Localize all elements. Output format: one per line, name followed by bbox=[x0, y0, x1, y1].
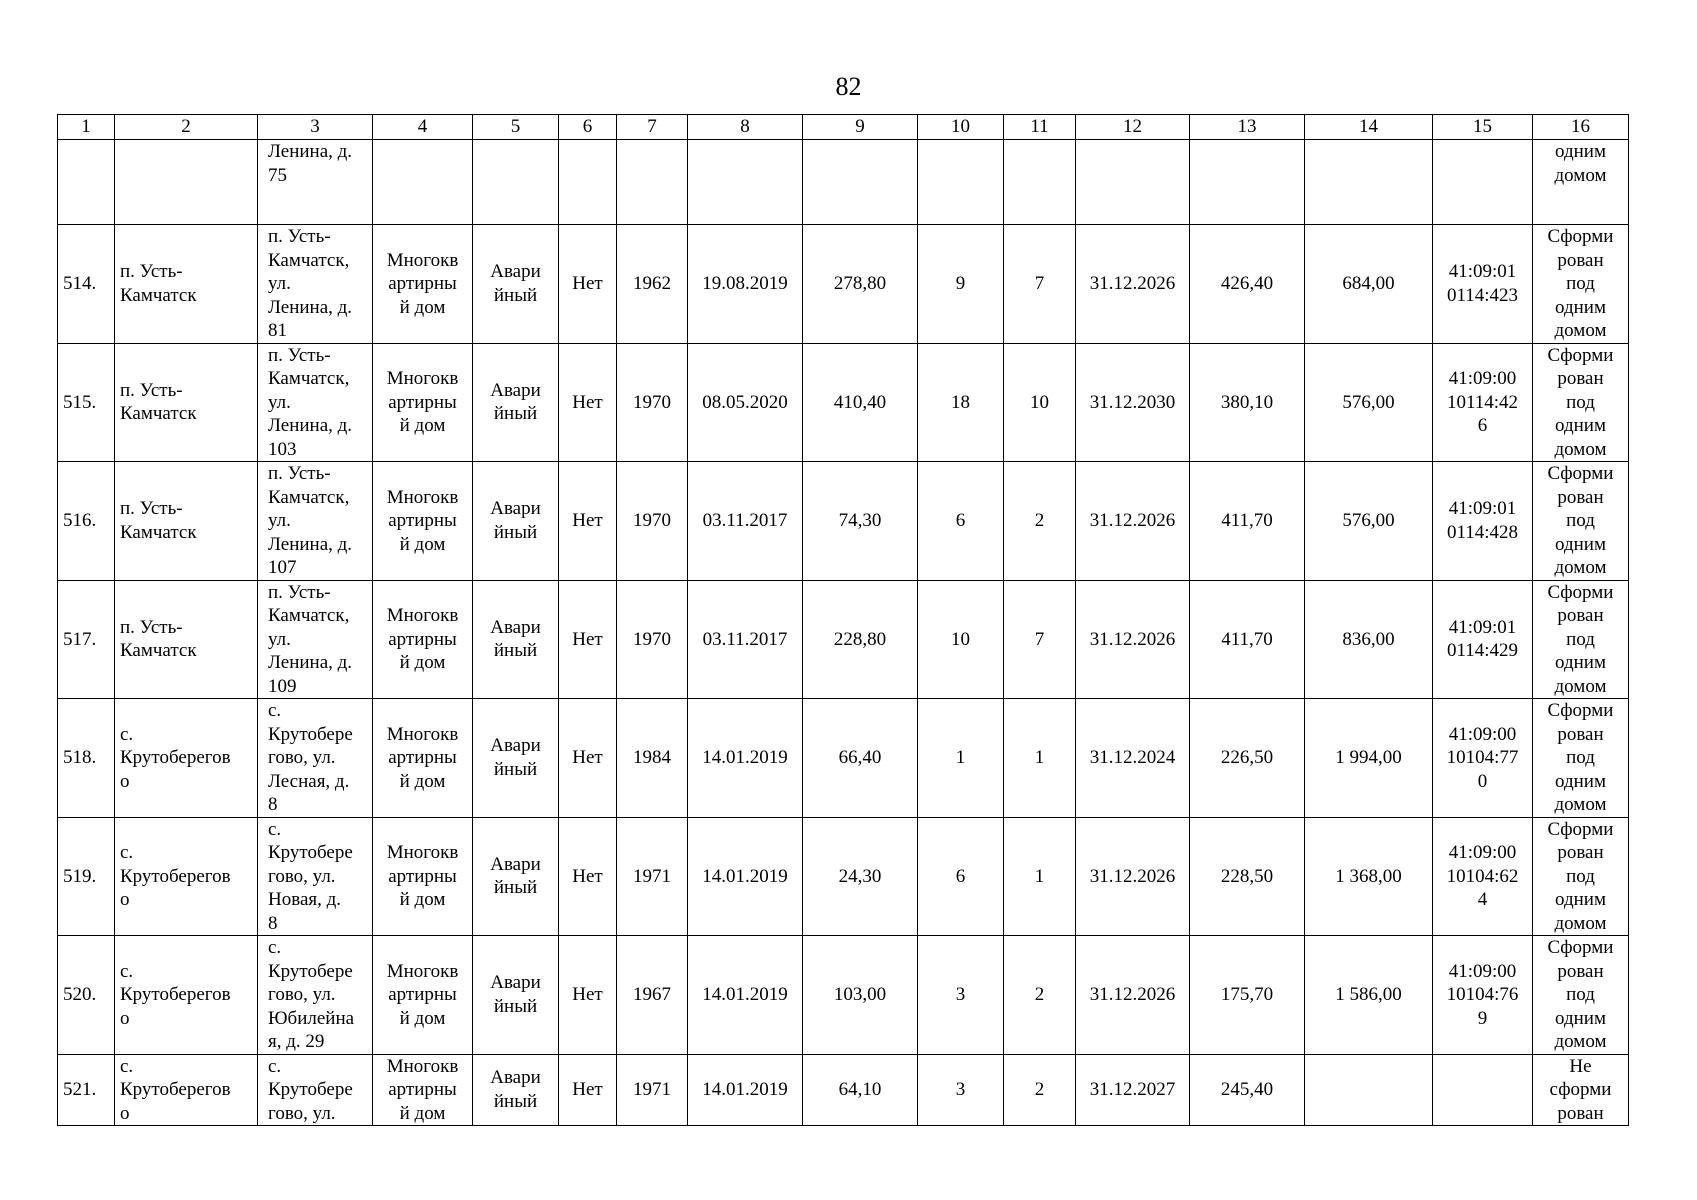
cell-condition: Авари йный bbox=[473, 580, 559, 699]
cell-apartments bbox=[1004, 140, 1076, 225]
column-number-cell: 13 bbox=[1190, 115, 1305, 140]
cell-year-built: 1970 bbox=[617, 462, 688, 581]
cell-row-number: 517. bbox=[58, 580, 115, 699]
column-number-cell: 12 bbox=[1076, 115, 1190, 140]
cell-condition: Авари йный bbox=[473, 462, 559, 581]
cell-apartments: 2 bbox=[1004, 462, 1076, 581]
cell-building-type bbox=[373, 140, 473, 225]
cell-settlement: п. Усть- Камчатск bbox=[115, 225, 258, 344]
column-number-cell: 1 bbox=[58, 115, 115, 140]
cell-year-built: 1971 bbox=[617, 817, 688, 936]
cell-land-status: Сформи рован под одним домом bbox=[1533, 462, 1629, 581]
cell-value-b: 576,00 bbox=[1305, 343, 1433, 462]
cell-resettlement-date bbox=[1076, 140, 1190, 225]
cell-value-b: 1 994,00 bbox=[1305, 699, 1433, 818]
cell-address: п. Усть- Камчатск, ул. Ленина, д. 81 bbox=[258, 225, 373, 344]
cell-recognition-date: 14.01.2019 bbox=[688, 1054, 803, 1126]
cell-residents: 18 bbox=[918, 343, 1004, 462]
cell-land-status: Сформи рован под одним домом bbox=[1533, 343, 1629, 462]
cell-residents: 6 bbox=[918, 462, 1004, 581]
cell-recognition-date: 08.05.2020 bbox=[688, 343, 803, 462]
cell-included: Нет bbox=[559, 225, 617, 344]
cell-area: 103,00 bbox=[803, 936, 918, 1055]
cell-residents: 3 bbox=[918, 1054, 1004, 1126]
cell-value-b bbox=[1305, 1054, 1433, 1126]
column-number-cell: 16 bbox=[1533, 115, 1629, 140]
cell-building-type: Многокв артирны й дом bbox=[373, 699, 473, 818]
cell-address: Ленина, д. 75 bbox=[258, 140, 373, 225]
cell-settlement: с. Крутоберегов о bbox=[115, 1054, 258, 1126]
column-number-cell: 15 bbox=[1433, 115, 1533, 140]
cell-apartments: 1 bbox=[1004, 699, 1076, 818]
cell-residents: 3 bbox=[918, 936, 1004, 1055]
cell-value-b: 1 586,00 bbox=[1305, 936, 1433, 1055]
cell-building-type: Многокв артирны й дом bbox=[373, 462, 473, 581]
cell-apartments: 7 bbox=[1004, 580, 1076, 699]
cell-condition bbox=[473, 140, 559, 225]
cell-resettlement-date: 31.12.2026 bbox=[1076, 580, 1190, 699]
cell-resettlement-date: 31.12.2026 bbox=[1076, 936, 1190, 1055]
cell-land-status: Не сформи рован bbox=[1533, 1054, 1629, 1126]
cell-condition: Авари йный bbox=[473, 936, 559, 1055]
cell-address: с. Крутобере гово, ул. Лесная, д. 8 bbox=[258, 699, 373, 818]
cell-land-status: Сформи рован под одним домом bbox=[1533, 817, 1629, 936]
cell-value-a: 411,70 bbox=[1190, 580, 1305, 699]
cell-row-number: 515. bbox=[58, 343, 115, 462]
cell-year-built: 1984 bbox=[617, 699, 688, 818]
table-row bbox=[58, 462, 1629, 581]
cell-resettlement-date: 31.12.2026 bbox=[1076, 817, 1190, 936]
cell-year-built: 1962 bbox=[617, 225, 688, 344]
cell-cadastral-number bbox=[1433, 140, 1533, 225]
cell-building-type: Многокв артирны й дом bbox=[373, 936, 473, 1055]
cell-cadastral-number: 41:09:00 10104:77 0 bbox=[1433, 699, 1533, 818]
cell-settlement: п. Усть- Камчатск bbox=[115, 462, 258, 581]
cell-value-a bbox=[1190, 140, 1305, 225]
table-row bbox=[58, 1054, 1629, 1126]
cell-cadastral-number bbox=[1433, 1054, 1533, 1126]
cell-settlement: с. Крутоберегов о bbox=[115, 817, 258, 936]
cell-address: п. Усть- Камчатск, ул. Ленина, д. 103 bbox=[258, 343, 373, 462]
cell-recognition-date: 19.08.2019 bbox=[688, 225, 803, 344]
cell-settlement: с. Крутоберегов о bbox=[115, 936, 258, 1055]
cell-land-status: Сформи рован под одним домом bbox=[1533, 580, 1629, 699]
cell-value-b bbox=[1305, 140, 1433, 225]
cell-value-b: 836,00 bbox=[1305, 580, 1433, 699]
cell-row-number: 514. bbox=[58, 225, 115, 344]
cell-recognition-date bbox=[688, 140, 803, 225]
cell-land-status: одним домом bbox=[1533, 140, 1629, 225]
cell-resettlement-date: 31.12.2026 bbox=[1076, 225, 1190, 344]
cell-area: 278,80 bbox=[803, 225, 918, 344]
cell-residents: 10 bbox=[918, 580, 1004, 699]
table-row bbox=[58, 140, 1629, 225]
cell-resettlement-date: 31.12.2027 bbox=[1076, 1054, 1190, 1126]
cell-area: 24,30 bbox=[803, 817, 918, 936]
cell-building-type: Многокв артирны й дом bbox=[373, 343, 473, 462]
cell-cadastral-number: 41:09:01 0114:423 bbox=[1433, 225, 1533, 344]
cell-area: 410,40 bbox=[803, 343, 918, 462]
cell-address: с. Крутобере гово, ул. Новая, д. 8 bbox=[258, 817, 373, 936]
cell-row-number: 521. bbox=[58, 1054, 115, 1126]
cell-settlement: с. Крутоберегов о bbox=[115, 699, 258, 818]
cell-cadastral-number: 41:09:00 10114:42 6 bbox=[1433, 343, 1533, 462]
cell-condition: Авари йный bbox=[473, 817, 559, 936]
cell-area: 64,10 bbox=[803, 1054, 918, 1126]
cell-recognition-date: 03.11.2017 bbox=[688, 580, 803, 699]
cell-condition: Авари йный bbox=[473, 699, 559, 818]
cell-included: Нет bbox=[559, 343, 617, 462]
column-number-cell: 3 bbox=[258, 115, 373, 140]
cell-building-type: Многокв артирны й дом bbox=[373, 817, 473, 936]
cell-residents: 9 bbox=[918, 225, 1004, 344]
cell-year-built: 1970 bbox=[617, 580, 688, 699]
cell-row-number bbox=[58, 140, 115, 225]
cell-included: Нет bbox=[559, 817, 617, 936]
cell-value-b: 1 368,00 bbox=[1305, 817, 1433, 936]
cell-area: 74,30 bbox=[803, 462, 918, 581]
cell-address: с. Крутобере гово, ул. Юбилейна я, д. 29 bbox=[258, 936, 373, 1055]
cell-condition: Авари йный bbox=[473, 343, 559, 462]
cell-resettlement-date: 31.12.2026 bbox=[1076, 462, 1190, 581]
column-number-cell: 10 bbox=[918, 115, 1004, 140]
cell-building-type: Многокв артирны й дом bbox=[373, 1054, 473, 1126]
cell-value-b: 576,00 bbox=[1305, 462, 1433, 581]
cell-building-type: Многокв артирны й дом bbox=[373, 225, 473, 344]
cell-apartments: 2 bbox=[1004, 1054, 1076, 1126]
cell-land-status: Сформи рован под одним домом bbox=[1533, 936, 1629, 1055]
cell-included: Нет bbox=[559, 699, 617, 818]
cell-recognition-date: 14.01.2019 bbox=[688, 699, 803, 818]
column-number-cell: 6 bbox=[559, 115, 617, 140]
cell-condition: Авари йный bbox=[473, 1054, 559, 1126]
table-row bbox=[58, 817, 1629, 936]
cell-row-number: 516. bbox=[58, 462, 115, 581]
cell-row-number: 519. bbox=[58, 817, 115, 936]
cell-apartments: 10 bbox=[1004, 343, 1076, 462]
cell-row-number: 520. bbox=[58, 936, 115, 1055]
cell-residents: 6 bbox=[918, 817, 1004, 936]
cell-year-built: 1967 bbox=[617, 936, 688, 1055]
cell-residents: 1 bbox=[918, 699, 1004, 818]
cell-value-a: 175,70 bbox=[1190, 936, 1305, 1055]
cell-cadastral-number: 41:09:01 0114:428 bbox=[1433, 462, 1533, 581]
cell-land-status: Сформи рован под одним домом bbox=[1533, 699, 1629, 818]
cell-value-a: 226,50 bbox=[1190, 699, 1305, 818]
cell-resettlement-date: 31.12.2024 bbox=[1076, 699, 1190, 818]
cell-value-a: 426,40 bbox=[1190, 225, 1305, 344]
cell-cadastral-number: 41:09:01 0114:429 bbox=[1433, 580, 1533, 699]
cell-year-built: 1971 bbox=[617, 1054, 688, 1126]
cell-included bbox=[559, 140, 617, 225]
cell-apartments: 7 bbox=[1004, 225, 1076, 344]
cell-value-a: 411,70 bbox=[1190, 462, 1305, 581]
column-number-cell: 2 bbox=[115, 115, 258, 140]
cell-area bbox=[803, 140, 918, 225]
cell-area: 228,80 bbox=[803, 580, 918, 699]
cell-apartments: 2 bbox=[1004, 936, 1076, 1055]
table-row bbox=[58, 343, 1629, 462]
cell-included: Нет bbox=[559, 462, 617, 581]
cell-cadastral-number: 41:09:00 10104:76 9 bbox=[1433, 936, 1533, 1055]
cell-address: п. Усть- Камчатск, ул. Ленина, д. 109 bbox=[258, 580, 373, 699]
cell-settlement: п. Усть- Камчатск bbox=[115, 343, 258, 462]
table-row bbox=[58, 699, 1629, 818]
cell-land-status: Сформи рован под одним домом bbox=[1533, 225, 1629, 344]
column-number-cell: 5 bbox=[473, 115, 559, 140]
cell-address: с. Крутобере гово, ул. bbox=[258, 1054, 373, 1126]
cell-year-built bbox=[617, 140, 688, 225]
column-number-cell: 9 bbox=[803, 115, 918, 140]
cell-recognition-date: 03.11.2017 bbox=[688, 462, 803, 581]
cell-value-a: 380,10 bbox=[1190, 343, 1305, 462]
cell-building-type: Многокв артирны й дом bbox=[373, 580, 473, 699]
cell-year-built: 1970 bbox=[617, 343, 688, 462]
column-number-cell: 14 bbox=[1305, 115, 1433, 140]
cell-included: Нет bbox=[559, 1054, 617, 1126]
table-row bbox=[58, 936, 1629, 1055]
column-number-cell: 4 bbox=[373, 115, 473, 140]
cell-recognition-date: 14.01.2019 bbox=[688, 936, 803, 1055]
cell-resettlement-date: 31.12.2030 bbox=[1076, 343, 1190, 462]
cell-settlement: п. Усть- Камчатск bbox=[115, 580, 258, 699]
cell-value-a: 228,50 bbox=[1190, 817, 1305, 936]
column-number-cell: 7 bbox=[617, 115, 688, 140]
cell-value-a: 245,40 bbox=[1190, 1054, 1305, 1126]
cell-condition: Авари йный bbox=[473, 225, 559, 344]
housing-registry-table bbox=[57, 114, 1629, 1126]
cell-residents bbox=[918, 140, 1004, 225]
column-number-row bbox=[58, 115, 1629, 140]
cell-included: Нет bbox=[559, 936, 617, 1055]
cell-address: п. Усть- Камчатск, ул. Ленина, д. 107 bbox=[258, 462, 373, 581]
page-number: 82 bbox=[835, 72, 862, 101]
cell-cadastral-number: 41:09:00 10104:62 4 bbox=[1433, 817, 1533, 936]
cell-recognition-date: 14.01.2019 bbox=[688, 817, 803, 936]
table-row bbox=[58, 225, 1629, 344]
table-body bbox=[58, 115, 1629, 1126]
column-number-cell: 11 bbox=[1004, 115, 1076, 140]
table-row bbox=[58, 580, 1629, 699]
column-number-cell: 8 bbox=[688, 115, 803, 140]
cell-settlement bbox=[115, 140, 258, 225]
cell-apartments: 1 bbox=[1004, 817, 1076, 936]
cell-included: Нет bbox=[559, 580, 617, 699]
cell-row-number: 518. bbox=[58, 699, 115, 818]
cell-value-b: 684,00 bbox=[1305, 225, 1433, 344]
cell-area: 66,40 bbox=[803, 699, 918, 818]
